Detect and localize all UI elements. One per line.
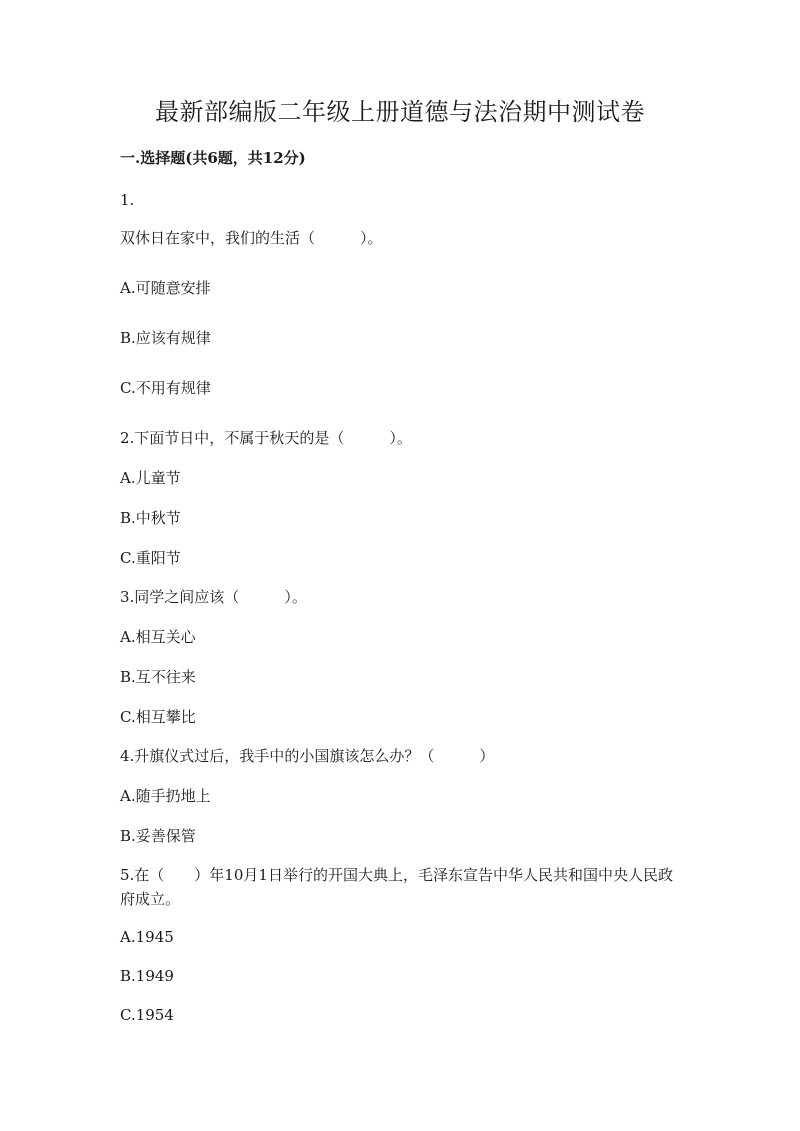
question-3-option-b: B.互不往来: [120, 668, 196, 686]
question-1-option-b: B.应该有规律: [120, 329, 211, 347]
page-title: 最新部编版二年级上册道德与法治期中测试卷: [155, 98, 645, 126]
question-2-option-b: B.中秋节: [120, 509, 181, 527]
question-5-option-b: B.1949: [120, 967, 174, 985]
question-2-option-a: A.儿童节: [120, 469, 181, 487]
question-5-stem: 5.在（ ）年10月1日举行的开国大典上，毛泽东宣告中华人民共和国中央人民政府成立。: [120, 866, 673, 908]
question-4-stem: 4.升旗仪式过后，我手中的小国旗该怎么办？（ ）: [120, 747, 495, 765]
question-4-option-a: A.随手扔地上: [120, 787, 211, 805]
question-4-option-b: B.妥善保管: [120, 827, 196, 845]
question-1-stem: 双休日在家中，我们的生活（ ）。: [120, 229, 383, 247]
question-1-option-c: C.不用有规律: [120, 379, 211, 397]
question-5-option-a: A.1945: [120, 928, 174, 946]
question-2-stem: 2.下面节日中，不属于秋天的是（ ）。: [120, 429, 412, 447]
question-2-option-c: C.重阳节: [120, 549, 181, 567]
question-3-option-a: A.相互关心: [120, 628, 196, 646]
question-3-option-c: C.相互攀比: [120, 708, 196, 726]
question-1-option-a: A.可随意安排: [120, 279, 211, 297]
question-1-number: 1.: [120, 191, 135, 209]
question-5-option-c: C.1954: [120, 1006, 174, 1024]
question-3-stem: 3.同学之间应该（ ）。: [120, 588, 307, 606]
section-heading: 一.选择题(共6题，共12分): [120, 149, 306, 167]
